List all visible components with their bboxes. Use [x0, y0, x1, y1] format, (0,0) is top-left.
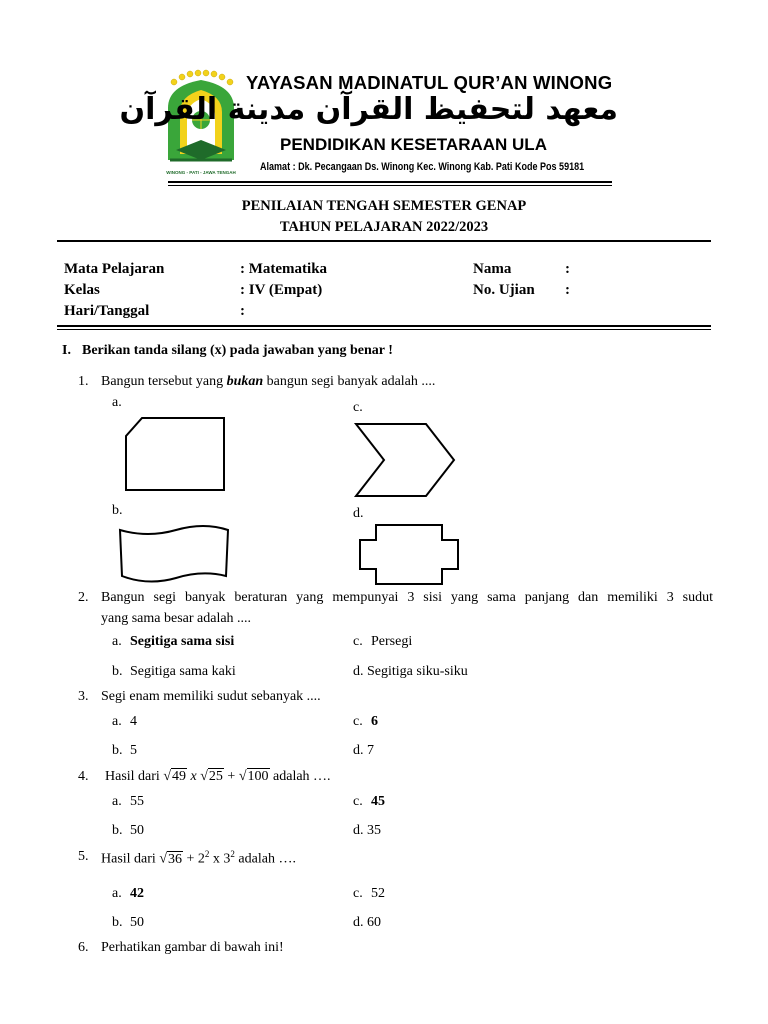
- q1-number: 1.: [78, 374, 89, 389]
- header-divider: [57, 325, 711, 327]
- name-label: Nama: [473, 261, 512, 277]
- q5-option-b-letter[interactable]: b.: [112, 915, 123, 930]
- q4-option-d[interactable]: 35: [367, 823, 381, 838]
- q5-prefix: Hasil dari: [101, 851, 160, 867]
- q1-option-a-shape[interactable]: [120, 414, 228, 494]
- q6-text: Perhatikan gambar di bawah ini!: [101, 940, 284, 955]
- q5-number: 5.: [78, 849, 89, 864]
- exam-year: TAHUN PELAJARAN 2022/2023: [279, 219, 489, 235]
- q1-option-a-letter[interactable]: a.: [112, 395, 122, 410]
- date-label: Hari/Tanggal: [64, 303, 150, 319]
- section-number: I.: [62, 343, 71, 358]
- q1-option-b-shape[interactable]: [114, 522, 234, 586]
- q5-exp-1: 2: [204, 849, 210, 859]
- exam-number-value: :: [565, 282, 570, 298]
- q5-suffix: adalah ….: [234, 851, 296, 867]
- q1-option-d-letter[interactable]: d.: [353, 506, 364, 521]
- q2-option-b-letter[interactable]: b.: [112, 664, 123, 679]
- q2-text-line1: Bangun segi banyak beraturan yang mempunyai 3 sisi yang sama panjang dan memiliki 3 sudut: [101, 590, 713, 605]
- q5-option-a[interactable]: 42: [130, 886, 144, 901]
- q1-text-after: bangun segi banyak adalah ....: [263, 374, 436, 389]
- q3-option-c-letter[interactable]: c.: [353, 714, 363, 729]
- q4-option-b-letter[interactable]: b.: [112, 823, 123, 838]
- header-divider-thin: [57, 329, 711, 330]
- q5-text: Hasil dari $√36 + 2^2$ x $3^2$ adalah ….: [101, 849, 296, 867]
- q4-root-2: 25: [208, 769, 223, 784]
- exam-number-label: No. Ujian: [473, 282, 535, 298]
- arabic-school-name: معهد لتحفيظ القرآن مدينة القرآن: [119, 92, 618, 127]
- q1-text-emphasis: bukan: [226, 374, 264, 389]
- q4-option-d-letter[interactable]: d.: [353, 823, 364, 838]
- q5-option-d-letter[interactable]: d.: [353, 915, 364, 930]
- subject-label: Mata Pelajaran: [64, 261, 165, 277]
- q4-option-a-letter[interactable]: a.: [112, 794, 122, 809]
- title-divider: [57, 240, 711, 242]
- q4-op-2: +: [223, 769, 239, 784]
- q2-option-c-letter[interactable]: c.: [353, 634, 363, 649]
- q1-text: [101, 374, 435, 390]
- school-address: Alamat : Dk. Pecangaan Ds. Winong Kec. Winong Kab. Pati Kode Pos 59181: [260, 161, 585, 173]
- q3-option-d[interactable]: 7: [367, 743, 374, 758]
- letterhead-divider-thin: [168, 185, 612, 186]
- foundation-name: YAYASAN MADINATUL QUR’AN WINONG: [246, 72, 613, 93]
- q3-number: 3.: [78, 689, 89, 704]
- q4-suffix: adalah ….: [269, 769, 331, 784]
- q4-option-a[interactable]: 55: [130, 794, 144, 809]
- class-label: Kelas: [64, 282, 100, 298]
- q2-number: 2.: [78, 590, 89, 605]
- q5-option-b[interactable]: 50: [130, 915, 144, 930]
- q4-root-1: 49: [172, 769, 187, 784]
- q5-exp-2: 2: [230, 849, 235, 859]
- subject-value: : Matematika: [240, 261, 328, 277]
- q4-option-c[interactable]: 45: [371, 794, 385, 809]
- q2-option-a-letter[interactable]: a.: [112, 634, 122, 649]
- logo-caption: WINONG - PATI - JAWA TENGAH: [166, 170, 236, 175]
- q3-option-c[interactable]: 6: [371, 714, 378, 729]
- q5-option-c[interactable]: 52: [371, 886, 385, 901]
- q2-option-d-letter[interactable]: d.: [353, 664, 364, 679]
- class-value: : IV (Empat): [240, 282, 323, 298]
- q3-option-a[interactable]: 4: [130, 714, 137, 729]
- q6-number: 6.: [78, 940, 89, 955]
- q4-root-3: 100: [247, 769, 269, 784]
- q2-option-d[interactable]: Segitiga siku-siku: [367, 664, 468, 679]
- q4-op-1: x: [187, 769, 201, 784]
- q1-option-b-letter[interactable]: b.: [112, 503, 123, 518]
- letterhead-divider: [168, 181, 612, 183]
- q4-prefix: Hasil dari: [105, 769, 164, 784]
- q2-option-a[interactable]: Segitiga sama sisi: [130, 634, 235, 649]
- q2-text-line2: yang sama besar adalah ....: [101, 611, 252, 626]
- q5-option-a-letter[interactable]: a.: [112, 886, 122, 901]
- q3-option-d-letter[interactable]: d.: [353, 743, 364, 758]
- q4-text: Hasil dari √49 x √25 + √100 adalah ….: [105, 769, 331, 784]
- section-instruction: Berikan tanda silang (x) pada jawaban yang benar !: [82, 343, 393, 358]
- q5-mid-2: x 3: [209, 851, 231, 867]
- q5-option-c-letter[interactable]: c.: [353, 886, 363, 901]
- q3-text: Segi enam memiliki sudut sebanyak ....: [101, 689, 321, 704]
- q3-option-b-letter[interactable]: b.: [112, 743, 123, 758]
- q5-mid-1: + 2: [183, 851, 205, 867]
- q1-option-c-shape[interactable]: [352, 420, 458, 500]
- q4-option-b[interactable]: 50: [130, 823, 144, 838]
- date-value: :: [240, 303, 245, 319]
- q5-root-1: 36: [168, 851, 183, 867]
- q4-number: 4.: [78, 769, 89, 784]
- q2-option-b[interactable]: Segitiga sama kaki: [130, 664, 236, 679]
- q3-option-a-letter[interactable]: a.: [112, 714, 122, 729]
- q5-option-d[interactable]: 60: [367, 915, 381, 930]
- program-name: PENDIDIKAN KESETARAAN ULA: [280, 135, 547, 154]
- q1-text-before: Bangun tersebut yang: [101, 374, 227, 389]
- q4-option-c-letter[interactable]: c.: [353, 794, 363, 809]
- exam-title: PENILAIAN TENGAH SEMESTER GENAP: [241, 198, 527, 214]
- q3-option-b[interactable]: 5: [130, 743, 137, 758]
- q1-option-c-letter[interactable]: c.: [353, 400, 363, 415]
- q1-option-d-shape[interactable]: [356, 522, 462, 588]
- q2-option-c[interactable]: Persegi: [371, 634, 413, 649]
- name-value: :: [565, 261, 570, 277]
